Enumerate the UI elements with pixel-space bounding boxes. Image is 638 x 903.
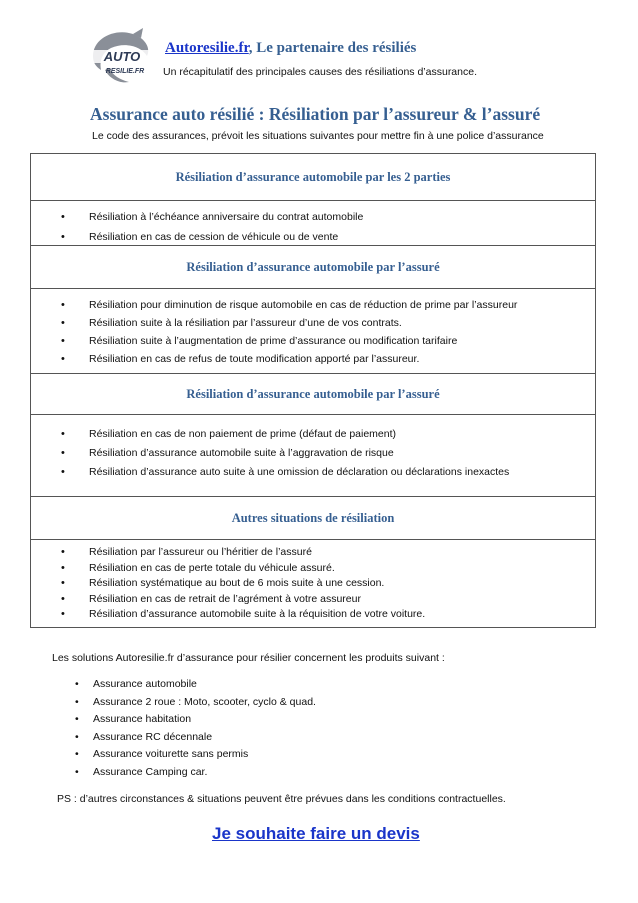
section-body bbox=[31, 201, 595, 246]
resiliation-table bbox=[30, 153, 596, 628]
section-title: Résiliation d’assurance automobile par l’assuré bbox=[186, 386, 440, 401]
list-item: • Résiliation en cas de perte totale du véhicule assuré. bbox=[61, 561, 595, 577]
list-item: • Résiliation pour diminution de risque automobile en cas de réduction de prime par l’assureur bbox=[61, 296, 595, 314]
ps-note: PS : d’autres circonstances & situations peuvent être prévues dans les conditions contractuelles. bbox=[57, 793, 506, 805]
autoresilie-logo bbox=[85, 26, 157, 86]
product-item: • Assurance habitation bbox=[75, 711, 316, 729]
section-header bbox=[31, 374, 595, 415]
page-title: Assurance auto résilié : Résiliation par l’assureur & l’assuré bbox=[90, 104, 541, 124]
site-tagline: , Le partenaire des résiliés bbox=[248, 40, 417, 56]
list-item: • Résiliation en cas de cession de véhicule ou de vente bbox=[61, 227, 595, 247]
list-item: • Résiliation suite à l’augmentation de prime d’assurance ou modification tarifaire bbox=[61, 332, 595, 350]
product-item: • Assurance automobile bbox=[75, 676, 316, 694]
section-title: Résiliation d’assurance automobile par les 2 parties bbox=[175, 169, 451, 184]
section-title: Autres situations de résiliation bbox=[231, 510, 395, 525]
product-item: • Assurance Camping car. bbox=[75, 764, 316, 782]
section-header bbox=[31, 497, 595, 540]
product-item: • Assurance 2 roue : Moto, scooter, cyclo & quad. bbox=[75, 694, 316, 712]
page-intro: Le code des assurances, prévoit les situations suivantes pour mettre fin à une police d’assurance bbox=[92, 130, 544, 142]
section-body bbox=[31, 415, 595, 497]
product-item: • Assurance RC décennale bbox=[75, 729, 316, 747]
section-header bbox=[31, 154, 595, 201]
site-subtitle: Un récapitulatif des principales causes des résiliations d’assurance. bbox=[163, 66, 477, 78]
list-item: • Résiliation systématique au bout de 6 mois suite à une cession. bbox=[61, 576, 595, 592]
svg-text:RESILIE.FR: RESILIE.FR bbox=[105, 68, 145, 75]
list-item: • Résiliation par l’assureur ou l’héritier de l’assuré bbox=[61, 545, 595, 561]
section-body bbox=[31, 289, 595, 374]
svg-text:AUTO: AUTO bbox=[103, 49, 141, 64]
quote-request-link[interactable]: Je souhaite faire un devis bbox=[212, 824, 420, 843]
product-item: • Assurance voiturette sans permis bbox=[75, 746, 316, 764]
section-header bbox=[31, 246, 595, 289]
list-item: • Résiliation en cas de retrait de l’agrément à votre assureur bbox=[61, 592, 595, 608]
site-title bbox=[165, 40, 416, 57]
list-item: • Résiliation en cas de non paiement de prime (défaut de paiement) bbox=[61, 425, 595, 444]
products-intro: Les solutions Autoresilie.fr d’assurance pour résilier concernent les produits suivant : bbox=[52, 652, 445, 664]
products-list bbox=[75, 676, 316, 781]
section-title: Résiliation d’assurance automobile par l’assuré bbox=[186, 259, 440, 274]
list-item: • Résiliation à l’échéance anniversaire du contrat automobile bbox=[61, 207, 595, 227]
list-item: • Résiliation suite à la résiliation par l’assureur d’une de vos contrats. bbox=[61, 314, 595, 332]
list-item: • Résiliation d’assurance automobile suite à l’aggravation de risque bbox=[61, 444, 595, 463]
list-item: • Résiliation en cas de refus de toute modification apporté par l’assureur. bbox=[61, 350, 595, 368]
list-item: • Résiliation d’assurance auto suite à une omission de déclaration ou déclarations inexactes bbox=[61, 463, 595, 482]
site-link[interactable]: Autoresilie.fr bbox=[165, 40, 249, 56]
list-item: • Résiliation d’assurance automobile suite à la réquisition de votre voiture. bbox=[61, 607, 595, 623]
section-body bbox=[31, 540, 595, 628]
